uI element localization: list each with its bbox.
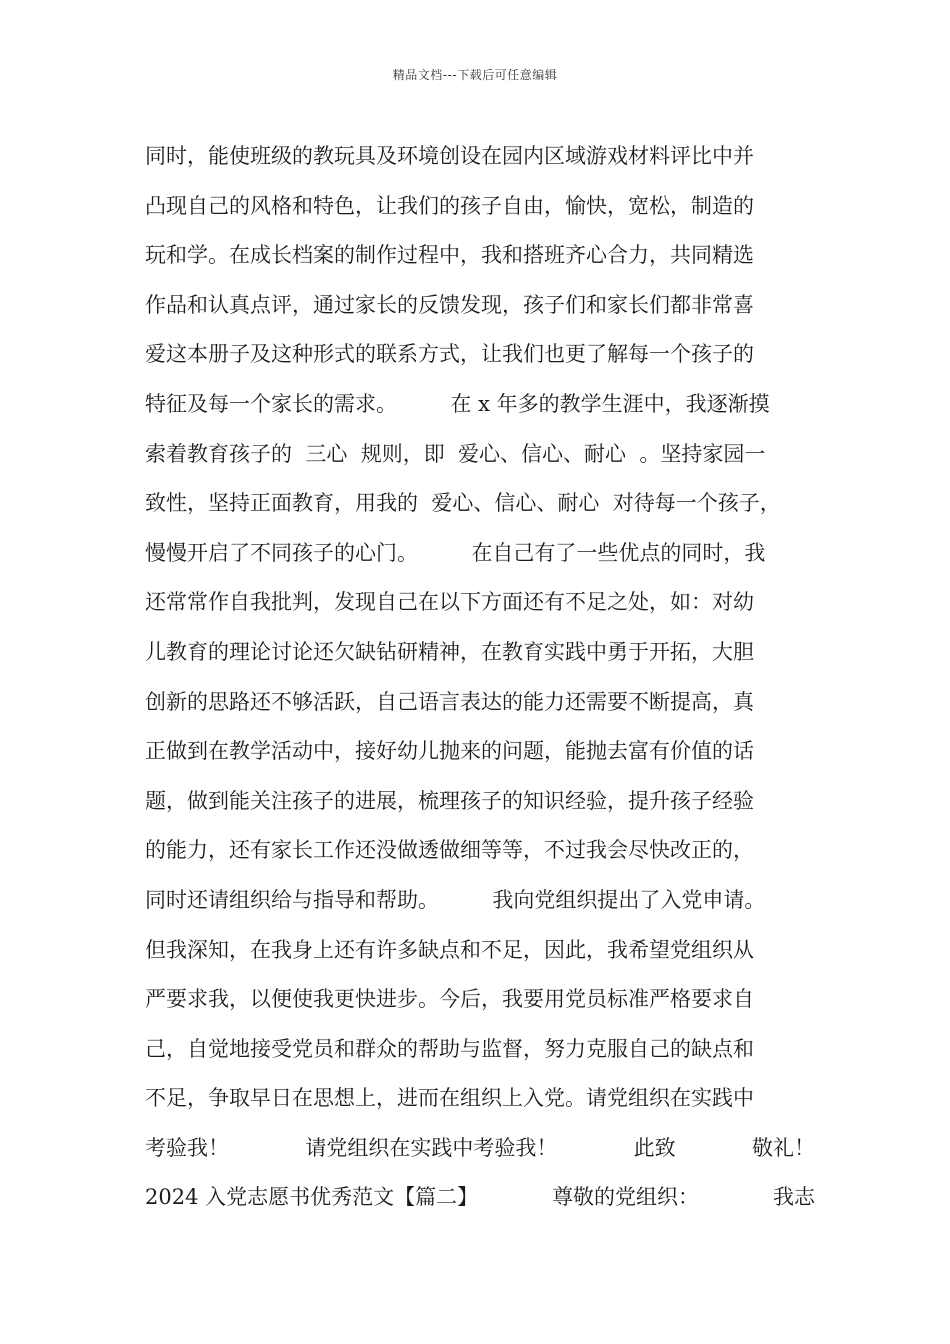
text-line: 凸现自己的风格和特色，让我们的孩子自由，愉快，宽松，制造的 bbox=[145, 193, 754, 218]
text-line: 但我深知，在我身上还有许多缺点和不足，因此，我希望党组织从 bbox=[145, 937, 754, 962]
text-line: 儿教育的理论讨论还欠缺钻研精神，在教育实践中勇于开拓，大胆 bbox=[145, 639, 754, 664]
text-segment: 敬礼！ bbox=[751, 1135, 815, 1160]
section-title-line bbox=[145, 1173, 815, 1223]
text-line: 致性，坚持正面教育，用我的 爱心、信心、耐心 对待每一个孩子， bbox=[145, 491, 781, 516]
document-body bbox=[145, 132, 815, 1223]
text-line: 题，做到能关注孩子的进展，梳理孩子的知识经验，提升孩子经验 bbox=[145, 788, 754, 813]
text-segment: 我志 bbox=[773, 1185, 815, 1210]
text-segment: 此致 bbox=[633, 1135, 676, 1160]
text-line: 作品和认真点评，通过家长的反馈发现，孩子们和家长们都非常喜 bbox=[145, 292, 754, 317]
text-line: 严要求我，以便使我更快进步。今后，我要用党员标准严格要求自 bbox=[145, 987, 754, 1012]
text-line: 的能力，还有家长工作还没做透做细等等，不过我会尽快改正的， bbox=[145, 838, 754, 863]
text-segment: 考验我！ bbox=[145, 1135, 229, 1160]
text-line: 创新的思路还不够活跃，自己语言表达的能力还需要不断提高，真 bbox=[145, 689, 754, 714]
text-line: 慢慢开启了不同孩子的心门。 在自己有了一些优点的同时，我 bbox=[145, 540, 766, 565]
text-line: 不足，争取早日在思想上，进而在组织上入党。请党组织在实践中 bbox=[145, 1086, 754, 1111]
text-line: 索着教育孩子的 三心 规则，即 爱心、信心、耐心 。坚持家园一 bbox=[145, 441, 766, 466]
text-line: 己，自觉地接受党员和群众的帮助与监督，努力克服自己的缺点和 bbox=[145, 1036, 754, 1061]
text-line: 同时，能使班级的教玩具及环境创设在园内区域游戏材料评比中并 bbox=[145, 144, 754, 168]
text-line: 爱这本册子及这种形式的联系方式，让我们也更了解每一个孩子的 bbox=[145, 342, 754, 367]
text-line: 玩和学。在成长档案的制作过程中，我和搭班齐心合力，共同精选 bbox=[145, 243, 754, 268]
text-line: 特征及每一个家长的需求。 在 x 年多的教学生涯中，我逐渐摸 bbox=[145, 391, 770, 416]
salutation: 尊敬的党组织： bbox=[552, 1185, 700, 1210]
text-line: 正做到在教学活动中，接好幼儿抛来的问题，能抛去富有价值的话 bbox=[145, 739, 754, 764]
text-segment: 请党组织在实践中考验我！ bbox=[305, 1135, 558, 1160]
text-line: 同时还请组织给与指导和帮助。 我向党组织提出了入党申请。 bbox=[145, 887, 766, 912]
closing-line bbox=[145, 1124, 815, 1174]
page-header: 精品文档---下载后可任意编辑 bbox=[392, 68, 558, 82]
section-title: 2024 入党志愿书优秀范文【篇二】 bbox=[145, 1185, 479, 1210]
text-line: 还常常作自我批判，发现自己在以下方面还有不足之处，如：对幼 bbox=[145, 590, 754, 615]
